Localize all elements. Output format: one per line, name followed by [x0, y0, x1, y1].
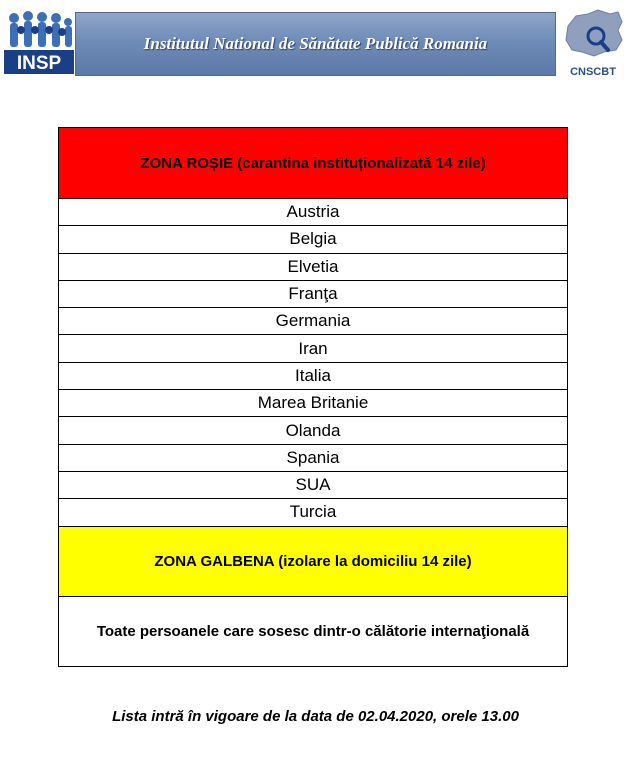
zone-table: [58, 127, 568, 667]
romania-map-icon: [558, 6, 628, 64]
country-row: Elvetia: [59, 254, 567, 281]
red-zone-heading: ZONA ROȘIE (carantina instituționalizată 14 zile): [59, 128, 567, 199]
institute-title: Institutul National de Sănătate Publică Romania: [143, 34, 488, 53]
country-row: Spania: [59, 445, 567, 472]
insp-logo: [4, 8, 74, 76]
institute-banner: [75, 12, 556, 76]
country-row: Belgia: [59, 226, 567, 253]
page-header: [0, 0, 631, 82]
country-row: Germania: [59, 308, 567, 335]
country-row: Turcia: [59, 499, 567, 526]
yellow-zone-heading: ZONA GALBENA (izolare la domiciliu 14 zile): [59, 527, 567, 597]
country-row: Austria: [59, 199, 567, 226]
country-row: Marea Britanie: [59, 390, 567, 417]
country-row: Franţa: [59, 281, 567, 308]
country-row: Iran: [59, 335, 567, 362]
cnscbt-logo-text: CNSCBT: [570, 66, 616, 78]
yellow-zone-description: Toate persoanele care sosesc dintr-o călătorie internaţională: [96, 622, 530, 640]
cnscbt-logo: [558, 6, 628, 80]
effective-date-note: Lista intră în vigoare de la data de 02.04.2020, orele 13.00: [112, 708, 519, 725]
insp-logo-text: INSP: [16, 53, 62, 74]
country-row: SUA: [59, 472, 567, 499]
country-row: Olanda: [59, 417, 567, 444]
red-zone-country-list: [59, 199, 567, 527]
country-row: Italia: [59, 363, 567, 390]
